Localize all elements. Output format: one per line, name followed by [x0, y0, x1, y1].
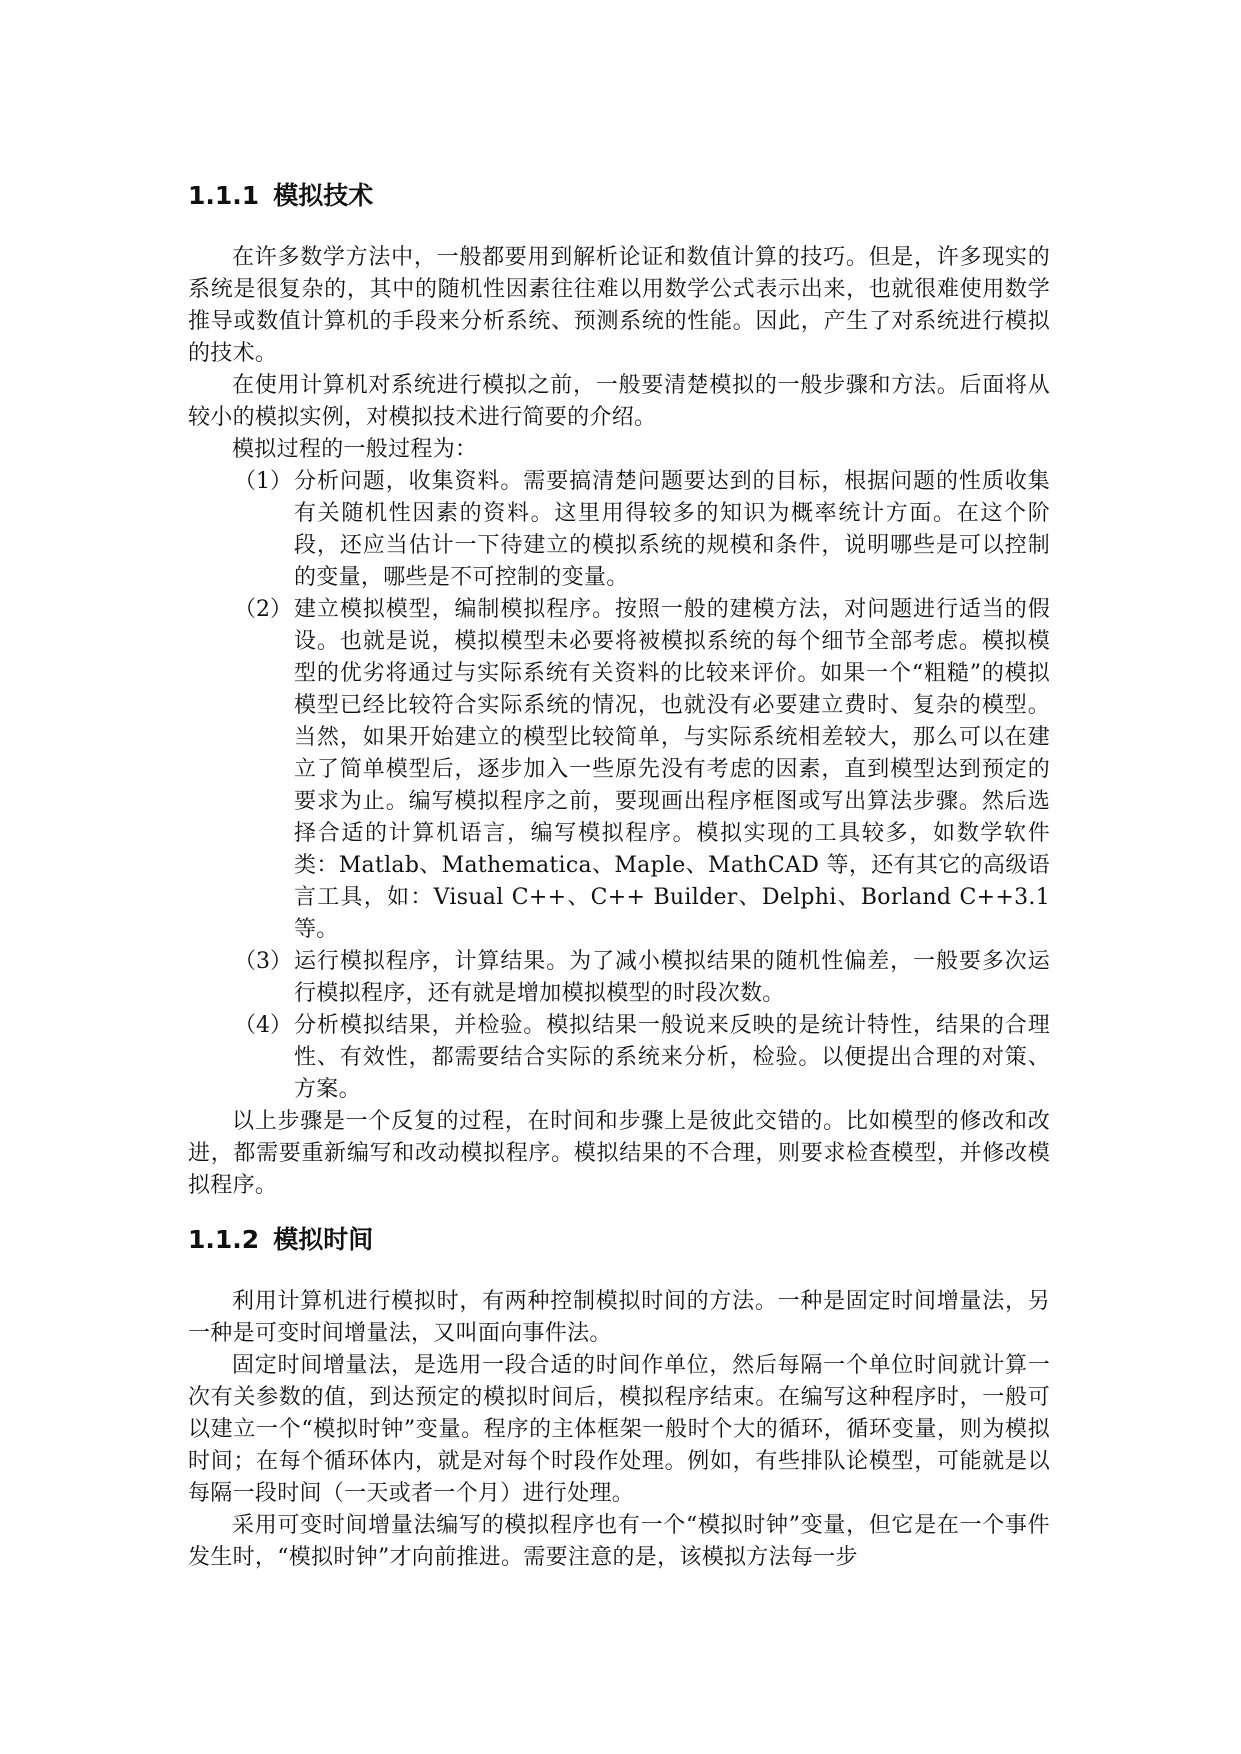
list-item [188, 1010, 1050, 1106]
section-title: 模拟时间 [273, 1225, 374, 1254]
paragraph: 在许多数学方法中，一般都要用到解析论证和数值计算的技巧。但是，许多现实的系统是很复杂的，其中的随机性因素往往难以用数学公式表示出来，也就很难使用数学推导或数值计算机的手段来分析系统、预测系统的性能。因此，产生了对系统进行模拟的技术。 [188, 245, 1050, 366]
section-heading-1-1-1 [188, 178, 1050, 214]
section-number: 1.1.2 [188, 1225, 260, 1254]
list-item-text: 分析模拟结果，并检验。模拟结果一般说来反映的是统计特性，结果的合理性、有效性，都需要结合实际的系统来分析，检验。以便提出合理的对策、方案。 [294, 1013, 1050, 1102]
paragraph: 采用可变时间增量法编写的模拟程序也有一个“模拟时钟”变量，但它是在一个事件发生时，“模拟时钟”才向前推进。需要注意的是，该模拟方法每一步 [188, 1513, 1050, 1570]
list-marker: （3） [234, 949, 292, 974]
list-marker: （4） [234, 1013, 292, 1038]
paragraph: 固定时间增量法，是选用一段合适的时间作单位，然后每隔一个单位时间就计算一次有关参数的值，到达预定的模拟时间后，模拟程序结束。在编写这种程序时，一般可以建立一个“模拟时钟”变量。程序的主体框架一般时个大的循环，循环变量，则为模拟时间；在每个循环体内，就是对每个时段作处理。例如，有些排队论模型，可能就是以每隔一段时间（一天或者一个月）进行处理。 [188, 1353, 1050, 1506]
list-item-text: 建立模拟模型，编制模拟程序。按照一般的建模方法，对问题进行适当的假设。也就是说，模拟模型未必要将被模拟系统的每个细节全部考虑。模拟模型的优劣将通过与实际系统有关资料的比较来评价。如果一个“粗糙”的模拟模型已经比较符合实际系统的情况，也就没有必要建立费时、复杂的模型。当然，如果开始建立的模型比较简单，与实际系统相差较大，那么可以在建立了简单模型后，逐步加入一些原先没有考虑的因素，直到模型达到预定的要求为止。编写模拟程序之前，要现画出程序框图或写出算法步骤。然后选择合适的计算机语言，编写模拟程序。模拟实现的工具较多，如数学软件类：Matlab、Mathematica、Maple、MathCAD 等，还有其它的高级语言工具，如：Visual C++、C++ Builder、Delphi、Borland C++3.1 等。 [294, 597, 1050, 942]
paragraph: 以上步骤是一个反复的过程，在时间和步骤上是彼此交错的。比如模型的修改和改进，都需要重新编写和改动模拟程序。模拟结果的不合理，则要求检查模型，并修改模拟程序。 [188, 1109, 1050, 1198]
section-heading-1-1-2 [188, 1222, 1050, 1258]
list-item [188, 946, 1050, 1010]
list-item-text: 分析问题，收集资料。需要搞清楚问题要达到的目标，根据问题的性质收集有关随机性因素的资料。这里用得较多的知识为概率统计方面。在这个阶段，还应当估计一下待建立的模拟系统的规模和条件，说明哪些是可以控制的变量，哪些是不可控制的变量。 [294, 469, 1050, 590]
paragraph: 模拟过程的一般过程为： [232, 437, 478, 462]
section-title: 模拟技术 [273, 181, 374, 210]
paragraph: 利用计算机进行模拟时，有两种控制模拟时间的方法。一种是固定时间增量法，另一种是可变时间增量法，又叫面向事件法。 [188, 1289, 1050, 1346]
document-page [188, 178, 1050, 1574]
section-number: 1.1.1 [188, 181, 260, 210]
paragraph: 在使用计算机对系统进行模拟之前，一般要清楚模拟的一般步骤和方法。后面将从较小的模拟实例，对模拟技术进行简要的介绍。 [188, 373, 1050, 430]
list-marker: （1） [234, 469, 292, 494]
list-item-text: 运行模拟程序，计算结果。为了减小模拟结果的随机性偏差，一般要多次运行模拟程序，还有就是增加模拟模型的时段次数。 [294, 949, 1050, 1006]
list-marker: （2） [234, 597, 292, 622]
list-item [188, 466, 1050, 594]
list-item [188, 594, 1050, 946]
